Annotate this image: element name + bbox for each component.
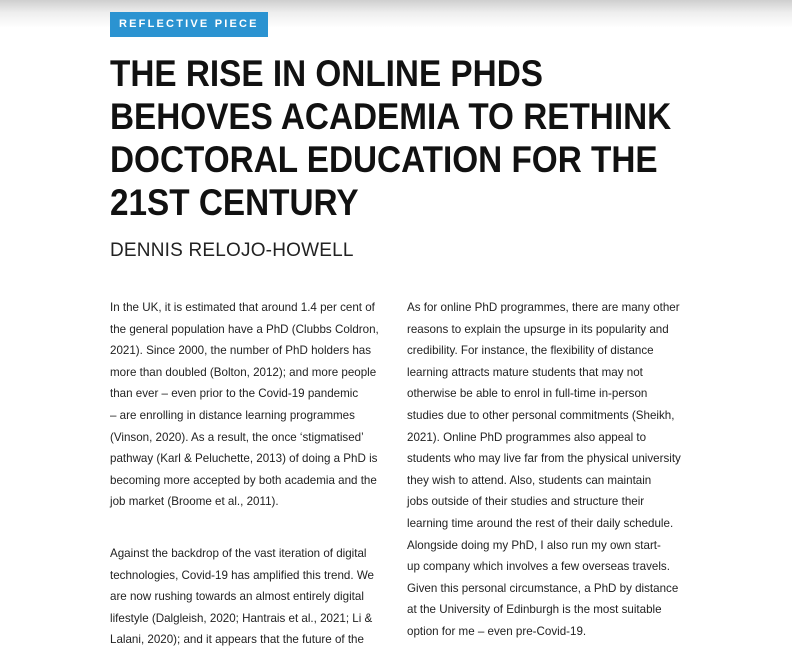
text-line: credibility. For instance, the flexibility of distance <box>407 344 654 358</box>
title-line: 21ST CENTURY <box>110 182 359 223</box>
text-line: than ever – even prior to the Covid-19 pandemic <box>110 387 359 401</box>
title-line: THE RISE IN ONLINE PHDS <box>110 53 543 94</box>
text-line: jobs outside of their studies and structure their <box>407 495 645 509</box>
text-line: the general population have a PhD (Clubbs Coldron, <box>110 322 379 336</box>
text-line: students who may live far from the physical university <box>407 452 681 466</box>
text-line: otherwise be able to enrol in full-time in-person <box>407 387 648 401</box>
text-line: are now rushing towards an almost entirely digital <box>110 590 364 604</box>
text-line: Alongside doing my PhD, I also run my own start- <box>407 538 661 552</box>
text-line: 2021). Since 2000, the number of PhD holders has <box>110 344 372 358</box>
text-line: job market (Broome et al., 2011). <box>110 495 279 509</box>
text-line: becoming more accepted by both academia and the <box>110 473 377 487</box>
text-line: 2021). Online PhD programmes also appeal to <box>407 430 647 444</box>
right-column <box>407 297 697 643</box>
text-line: reasons to explain the upsurge in its popularity and <box>407 322 669 336</box>
text-line: (Vinson, 2020). As a result, the once ‘stigmatised’ <box>110 430 364 444</box>
article-title <box>110 52 672 224</box>
text-line: – are enrolling in distance learning programmes <box>110 408 355 422</box>
text-line: lifestyle (Dalgleish, 2020; Hantrais et al., 2021; Li & <box>110 611 373 625</box>
text-line: learning time around the rest of their daily schedule. <box>407 516 674 530</box>
text-line: option for me – even pre-Covid-19. <box>407 624 587 638</box>
text-line: at the University of Edinburgh is the most suitable <box>407 603 662 617</box>
text-line: Lalani, 2020); and it appears that the future of the <box>110 633 364 647</box>
author-byline: DENNIS RELOJO-HOWELL <box>110 240 354 261</box>
body-paragraph <box>110 543 400 648</box>
text-line: up company which involves a few overseas travels. <box>407 560 670 574</box>
text-line: Against the backdrop of the vast iteration of digital <box>110 546 367 560</box>
text-line: learning attracts mature students that may not <box>407 365 643 379</box>
text-line: they wish to attend. Also, students can maintain <box>407 473 652 487</box>
text-line: studies due to other personal commitments (Sheikh, <box>407 408 675 422</box>
text-line: As for online PhD programmes, there are many other <box>407 301 680 314</box>
text-line: technologies, Covid-19 has amplified this trend. We <box>110 568 375 582</box>
text-line: more than doubled (Bolton, 2012); and more people <box>110 365 377 379</box>
text-line: pathway (Karl & Peluchette, 2013) of doing a PhD is <box>110 452 378 466</box>
text-line: In the UK, it is estimated that around 1.4 per cent of <box>110 301 375 314</box>
text-line: Given this personal circumstance, a PhD by distance <box>407 581 679 595</box>
left-column <box>110 297 400 648</box>
title-line: BEHOVES ACADEMIA TO RETHINK <box>110 96 672 137</box>
body-paragraph <box>407 297 697 643</box>
body-paragraph <box>110 297 400 513</box>
title-line: DOCTORAL EDUCATION FOR THE <box>110 139 658 180</box>
section-badge: REFLECTIVE PIECE <box>110 12 268 37</box>
